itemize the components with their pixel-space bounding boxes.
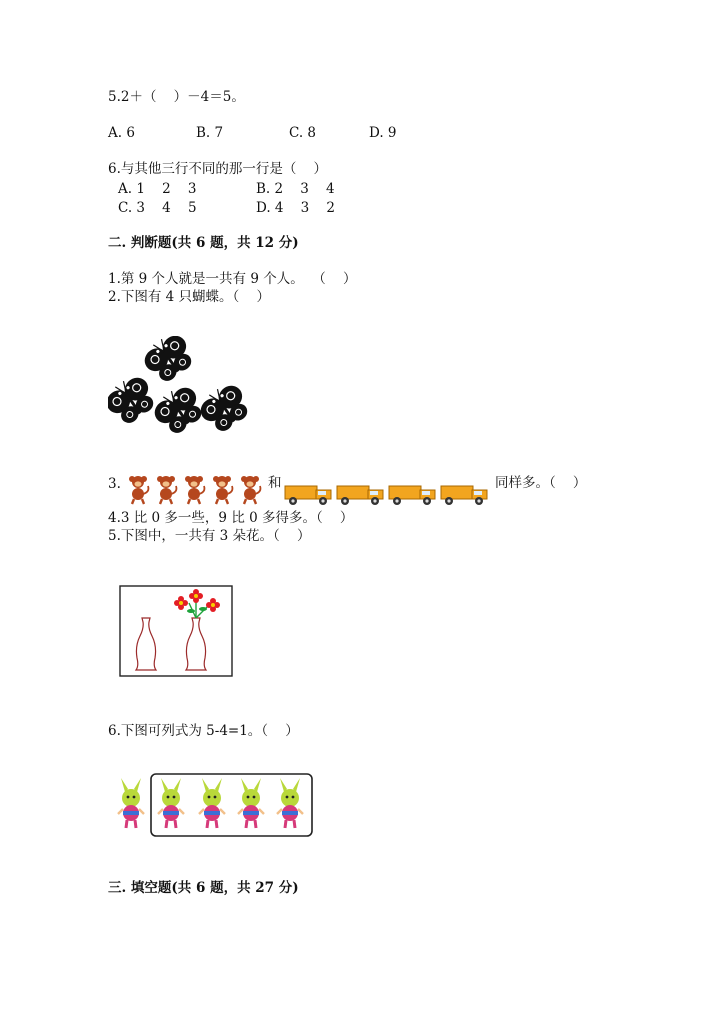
- section-3-title: 三. 填空题(共 6 题，共 27 分): [108, 880, 299, 896]
- judge-item-1: 1.第 9 个人就是一共有 9 个人。 （ ）: [108, 271, 357, 287]
- judge-item-4: 4.3 比 0 多一些，9 比 0 多得多。（ ）: [108, 510, 354, 526]
- option-c: C. 8: [289, 125, 317, 141]
- judge-item-5: 5.下图中，一共有 3 朵花。（ ）: [108, 528, 311, 544]
- question-5-stem: 5.2＋（ ）－4＝5。: [108, 89, 245, 105]
- truck-icon: [389, 486, 435, 505]
- option-b: B. 2 3 4: [256, 181, 335, 197]
- question-6-stem: 6.与其他三行不同的那一行是（ ）: [108, 161, 328, 177]
- option-d: D. 9: [369, 125, 397, 141]
- monkey-icon: [157, 476, 176, 504]
- vases-image: [119, 585, 233, 677]
- option-a: A. 6: [108, 125, 135, 141]
- monkey-icon: [129, 476, 148, 504]
- rabbit-icon: [199, 778, 225, 828]
- rabbit-icon: [158, 778, 184, 828]
- option-a: A. 1 2 3: [118, 181, 197, 197]
- butterfly-icon: [195, 379, 254, 436]
- item-3-and: 和: [268, 475, 282, 491]
- rabbit-icon: [238, 778, 264, 828]
- truck-icon: [441, 486, 487, 505]
- judge-item-3: 3.: [108, 476, 121, 492]
- butterfly-icon: [139, 336, 199, 387]
- monkey-icon: [185, 476, 204, 504]
- item-3-end: 同样多。（ ）: [495, 475, 587, 491]
- rabbit-icon: [118, 778, 144, 828]
- trucks-image: [283, 476, 493, 508]
- rabbit-icon: [277, 778, 303, 828]
- monkey-icon: [241, 476, 260, 504]
- butterfly-icon: [108, 371, 161, 429]
- judge-item-2: 2.下图有 4 只蝴蝶。（ ）: [108, 289, 270, 305]
- option-b: B. 7: [196, 125, 224, 141]
- monkey-icon: [213, 476, 232, 504]
- rabbits-image: [110, 772, 314, 838]
- judge-item-6: 6.下图可列式为 5-4=1。（ ）: [108, 723, 299, 739]
- truck-icon: [285, 486, 331, 505]
- monkeys-image: [124, 472, 266, 506]
- option-c: C. 3 4 5: [118, 200, 197, 216]
- butterfly-icon: [149, 381, 209, 436]
- option-d: D. 4 3 2: [256, 200, 336, 216]
- butterflies-image: [108, 336, 254, 436]
- section-2-title: 二. 判断题(共 6 题，共 12 分): [108, 235, 299, 251]
- truck-icon: [337, 486, 383, 505]
